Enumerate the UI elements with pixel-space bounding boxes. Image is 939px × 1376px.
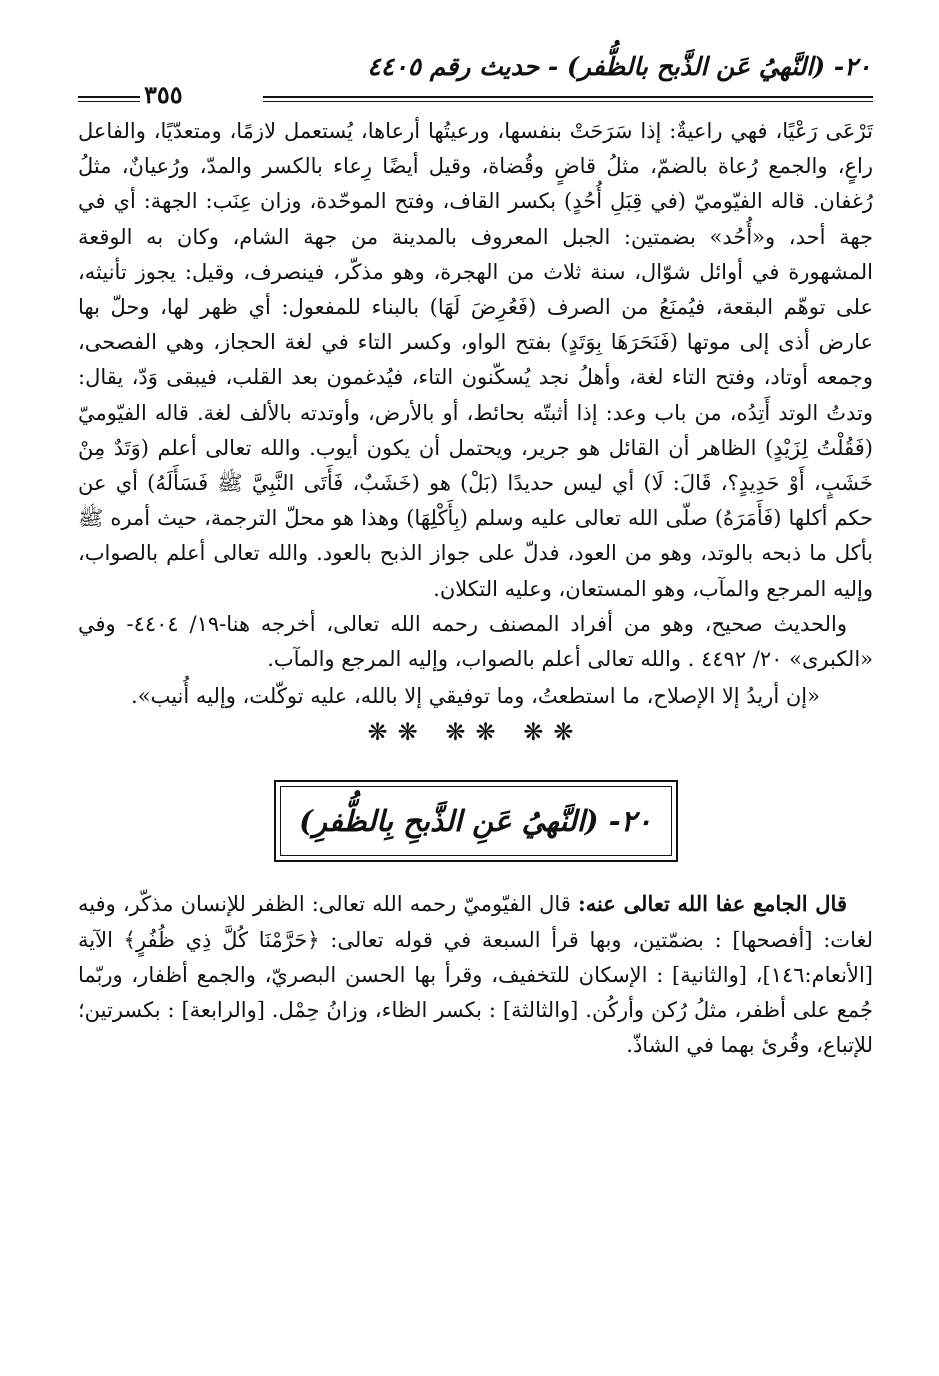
hadith-grading-paragraph: والحديث صحيح، وهو من أفراد المصنف رحمه الله تعالى، أخرجه هنا-١٩/ ٤٤٠٤- وفي «الكبرى» ٢٠/ ٤٤٩٢ . والله تعالى أعلم بالصواب، وإليه المرجع والمآب. — [78, 611, 873, 672]
commentary-text — [78, 114, 873, 714]
commentary-paragraph: تَرْعَى رَعْيًا، فهي راعيةٌ: إذا سَرَحَتْ بنفسها، ورعيتُها أرعاها، يُستعمل لازمًا، ومتعدّيًا، والفاعل راعٍ، والجمع رُعاة بالضمّ، مثلُ قاضٍ وقُضاة، وقيل أيضًا رِعاء بالكسر والمدّ، ورُعيانٌ، مثلُ رُغفان. قاله الفيّوميّ (في قِبَلِ أُحُدٍ) بكسر القاف، وفتح الموحّدة، وزان عِنَب: الجهة: أي في جهة أحد، و«أُحُد» بضمتين: الجبل المعروف بالمدينة من جهة الشام، وكان به الوقعة المشهورة في أوائل شوّال، سنة ثلاث من الهجرة، وهو مذكّر، فينصرف، وقيل: يجوز تأنيثه، على توهّم البقعة، فيُمنَعُ من الصرف (فَعُرِضَ لَهَا) بالبناء للمفعول: أي ظهر لها، وحلّ بها عارض أذى إلى موتها (فَنَحَرَهَا بِوَتَدٍ) بفتح الواو، وكسر التاء في لغة الحجاز، وهي الفصحى، وجمعه أوتاد، وفتح التاء لغة، وأهلُ نجد يُسكّنون التاء، فيُدغمون بعد القلب، فيبقى وَدّ، يقال: وتدتُ الوتد أَتِدُه، من باب وعد: إذا أثبتّه بحائط، أو بالأرض، وأوتدته بالألف لغة. قاله الفيّوميّ (فَقُلْتُ لِزَيْدٍ) الظاهر أن القائل هو جرير، ويحتمل أن يكون أيوب. والله تعالى أعلم (وَتَدٌ مِنْ خَشَبٍ، أَوْ حَدِيدٍ؟، قَالَ: لَا) أي ليس حديدًا (بَلْ) هو (خَشَبٌ، فَأَتَى النَّبِيَّ ﷺ فَسَأَلَهُ) أي عن حكم أكلها (فَأَمَرَهُ) صلّى الله تعالى عليه وسلم (بِأَكْلِهَا) وهذا هو محلّ الترجمة، حيث أمره ﷺ بأكل ما ذبحه بالوتد، وهو من العود، فدلّ على جواز الذبح بالعود. والله تعالى أعلم بالصواب، وإليه المرجع والمآب، وهو المستعان، وعليه التكلان. — [78, 119, 874, 601]
running-title: ٢٠- (النَّهيُ عَن الذَّبح بالظُّفر) - حديث رقم ٤٤٠٥ — [367, 52, 871, 81]
chapter-paragraph-text: قال الفيّوميّ رحمه الله تعالى: الظفر للإنسان مذكّر، وفيه لغات: [أفصحها] : بضمّتين، وبها قرأ السبعة في قوله تعالى: ﴿حَرَّمْنَا كُلَّ ذِي ظُفُرٍ﴾ الآية [الأنعام:١٤٦]، [والثانية] : الإسكان للتخفيف، وقرأ بها الحسن البصريّ، والجمع أظفار، وربّما جُمع على أظفر، مثلُ رُكن وأركُن. [والثالثة] : بكسر الظاء، وزانُ حِمْل. [والرابعة] : بكسرتين؛ للإتباع، وقُرئ بهما في الشاذّ. — [78, 892, 873, 1058]
page-number-rule — [78, 96, 140, 102]
book-page — [78, 52, 873, 1352]
chapter-body — [78, 886, 873, 1063]
chapter-title: ٢٠- (النَّهيُ عَنِ الذَّبحِ بِالظُّفرِ) — [280, 786, 672, 856]
section-divider-ornament: ❋❋ ❋❋ ❋❋ — [367, 718, 584, 747]
header-rule — [263, 96, 873, 102]
chapter-title-box — [274, 780, 678, 862]
closing-quote: «إن أريدُ إلا الإصلاح، ما استطعتُ، وما توفيقي إلا بالله، عليه توكّلت، وإليه أُنيب». — [131, 684, 820, 709]
page-number: ٣٥٥ — [144, 80, 183, 109]
running-header — [78, 52, 873, 114]
compiler-lead: قال الجامع عفا الله تعالى عنه: — [577, 891, 847, 917]
chapter-paragraph — [78, 886, 873, 1063]
